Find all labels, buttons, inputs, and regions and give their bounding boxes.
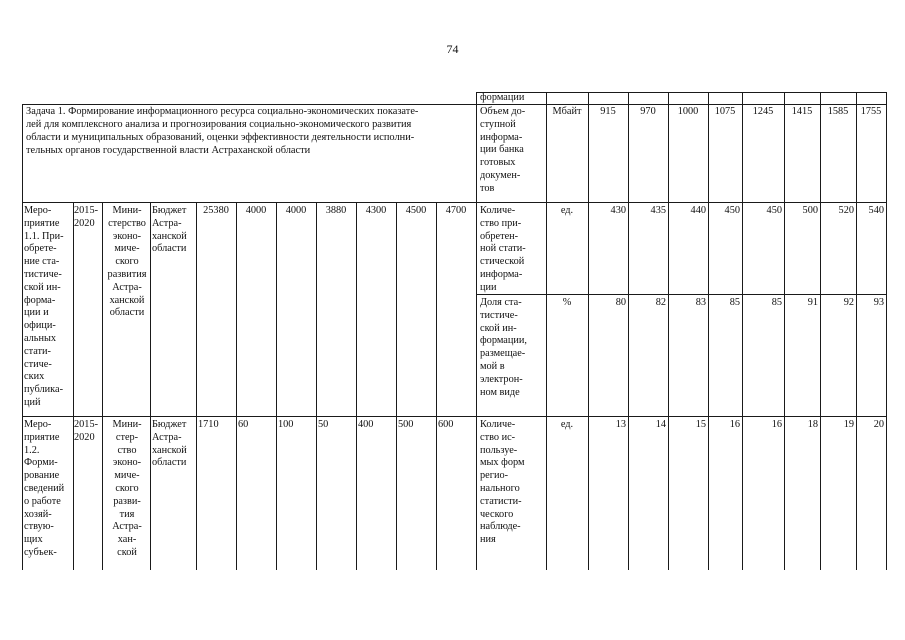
page-number: 74 [446, 42, 459, 56]
measure-funding-source: Бюджет Астра- ханской области [152, 205, 187, 255]
indicator-unit: ед. [560, 419, 574, 430]
funding-amount: 4300 [365, 205, 387, 216]
task-indicator-value: 1755 [860, 106, 882, 117]
funding-amount: 4700 [445, 205, 467, 216]
row-rule-task-bottom [22, 202, 887, 203]
task-indicator-value: 1245 [752, 106, 774, 117]
indicator-value: 435 [650, 205, 666, 216]
indicator-value: 540 [868, 205, 884, 216]
task-indicator-name: Объем до- ступной информа- ции банка готовых докумен- тов [480, 106, 526, 194]
measure-col-rule [436, 202, 437, 570]
indicator-value: 20 [873, 419, 884, 430]
indicator-continuation: формации [480, 92, 525, 103]
indicator-col-rule [476, 92, 477, 570]
indicator-value: 19 [843, 419, 854, 430]
indicator-value: 83 [695, 297, 706, 308]
funding-amount: 50 [318, 419, 329, 430]
measure-col-rule [73, 202, 74, 570]
indicator-col-rule [820, 92, 821, 570]
measure-name: Меро- приятие 1.1. При- обрете- ние ста- тистиче- ской ин- форма- ции и офици- альных стати- стиче- ских публика- ций [24, 205, 64, 408]
measure-col-rule [150, 202, 151, 570]
indicator-col-rule [784, 92, 785, 570]
indicator-value: 430 [610, 205, 626, 216]
funding-amount: 60 [238, 419, 249, 430]
funding-amount: 3880 [325, 205, 347, 216]
indicator-col-rule [628, 92, 629, 570]
measure-period: 2015- 2020 [74, 205, 99, 229]
indicator-col-rule [708, 92, 709, 570]
measure-funding-source: Бюджет Астра- ханской области [152, 419, 187, 469]
indicator-value: 85 [729, 297, 740, 308]
indicator-value: 450 [724, 205, 740, 216]
indicator-col-rule [856, 92, 857, 570]
measure-name: Меро- приятие 1.2. Форми- рование сведений о работе хозяй- ствую- щих субъек- [24, 419, 65, 558]
funding-amount: 25380 [203, 205, 229, 216]
task-indicator-value: 1000 [677, 106, 699, 117]
indicator-name: Количе- ство при- обретен- ной стати- стической информа- ции [480, 205, 526, 293]
measure-col-rule [102, 202, 103, 570]
indicator-name: Количе- ство ис- пользуе- мых форм регио- нального статисти- ческого наблюде- ния [480, 419, 525, 546]
indicator-value: 15 [695, 419, 706, 430]
indicator-col-rule [886, 92, 887, 570]
task-indicator-value: 1415 [791, 106, 813, 117]
indicator-value: 92 [843, 297, 854, 308]
measure-executor: Мини- стер- ство эконо- миче- ского разви- тия Астра- хан- ской [112, 419, 142, 558]
indicator-value: 80 [615, 297, 626, 308]
indicator-value: 16 [729, 419, 740, 430]
funding-amount: 1710 [198, 419, 219, 430]
indicator-value: 18 [807, 419, 818, 430]
funding-amount: 600 [438, 419, 454, 430]
indicator-col-rule [588, 92, 589, 570]
funding-amount: 500 [398, 419, 414, 430]
row-rule-task-top [22, 104, 886, 105]
indicator-value: 520 [838, 205, 854, 216]
indicator-value: 14 [655, 419, 666, 430]
indicator-value: 82 [655, 297, 666, 308]
funding-amount: 100 [278, 419, 294, 430]
task-indicator-unit: Мбайт [552, 106, 582, 117]
task-description: Задача 1. Формирование информационного ресурса социально-экономических показате- лей для комплексного анализа и прогнозирования социально-экономического развития области и муниципальных образований, оценки эффективности деятельности исполни- тельных органов государственной власти Астраханской области [26, 106, 419, 156]
funding-amount: 400 [358, 419, 374, 430]
funding-amount: 4000 [285, 205, 307, 216]
measure-col-rule [316, 202, 317, 570]
indicator-value: 93 [873, 297, 884, 308]
indicator-col-rule [668, 92, 669, 570]
measure-col-rule [396, 202, 397, 570]
indicator-value: 440 [690, 205, 706, 216]
funding-amount: 4000 [245, 205, 267, 216]
indicator-value: 91 [807, 297, 818, 308]
indicator-col-rule [742, 92, 743, 570]
measure-period: 2015- 2020 [74, 419, 99, 443]
row-rule-measure-bottom [22, 416, 887, 417]
indicator-value: 450 [766, 205, 782, 216]
task-indicator-value: 915 [600, 106, 616, 117]
indicator-col-rule [546, 92, 547, 570]
indicator-value: 16 [771, 419, 782, 430]
indicator-value: 13 [615, 419, 626, 430]
indicator-unit: % [562, 297, 572, 308]
measure-col-rule [356, 202, 357, 570]
indicator-value: 85 [771, 297, 782, 308]
measure-col-rule [276, 202, 277, 570]
measure-col-rule [196, 202, 197, 570]
indicator-unit: ед. [560, 205, 574, 216]
indicator-name: Доля ста- тистиче- ской ин- формации, размещае- мой в электрон- ном виде [480, 297, 527, 398]
table-left-border [22, 104, 23, 570]
funding-amount: 4500 [405, 205, 427, 216]
task-indicator-value: 1075 [714, 106, 736, 117]
indicator-value: 500 [802, 205, 818, 216]
measure-col-rule [236, 202, 237, 570]
task-indicator-value: 970 [640, 106, 656, 117]
measure-executor: Мини- стерство эконо- миче- ского развития Астра- ханской области [107, 205, 147, 319]
task-indicator-value: 1585 [827, 106, 849, 117]
